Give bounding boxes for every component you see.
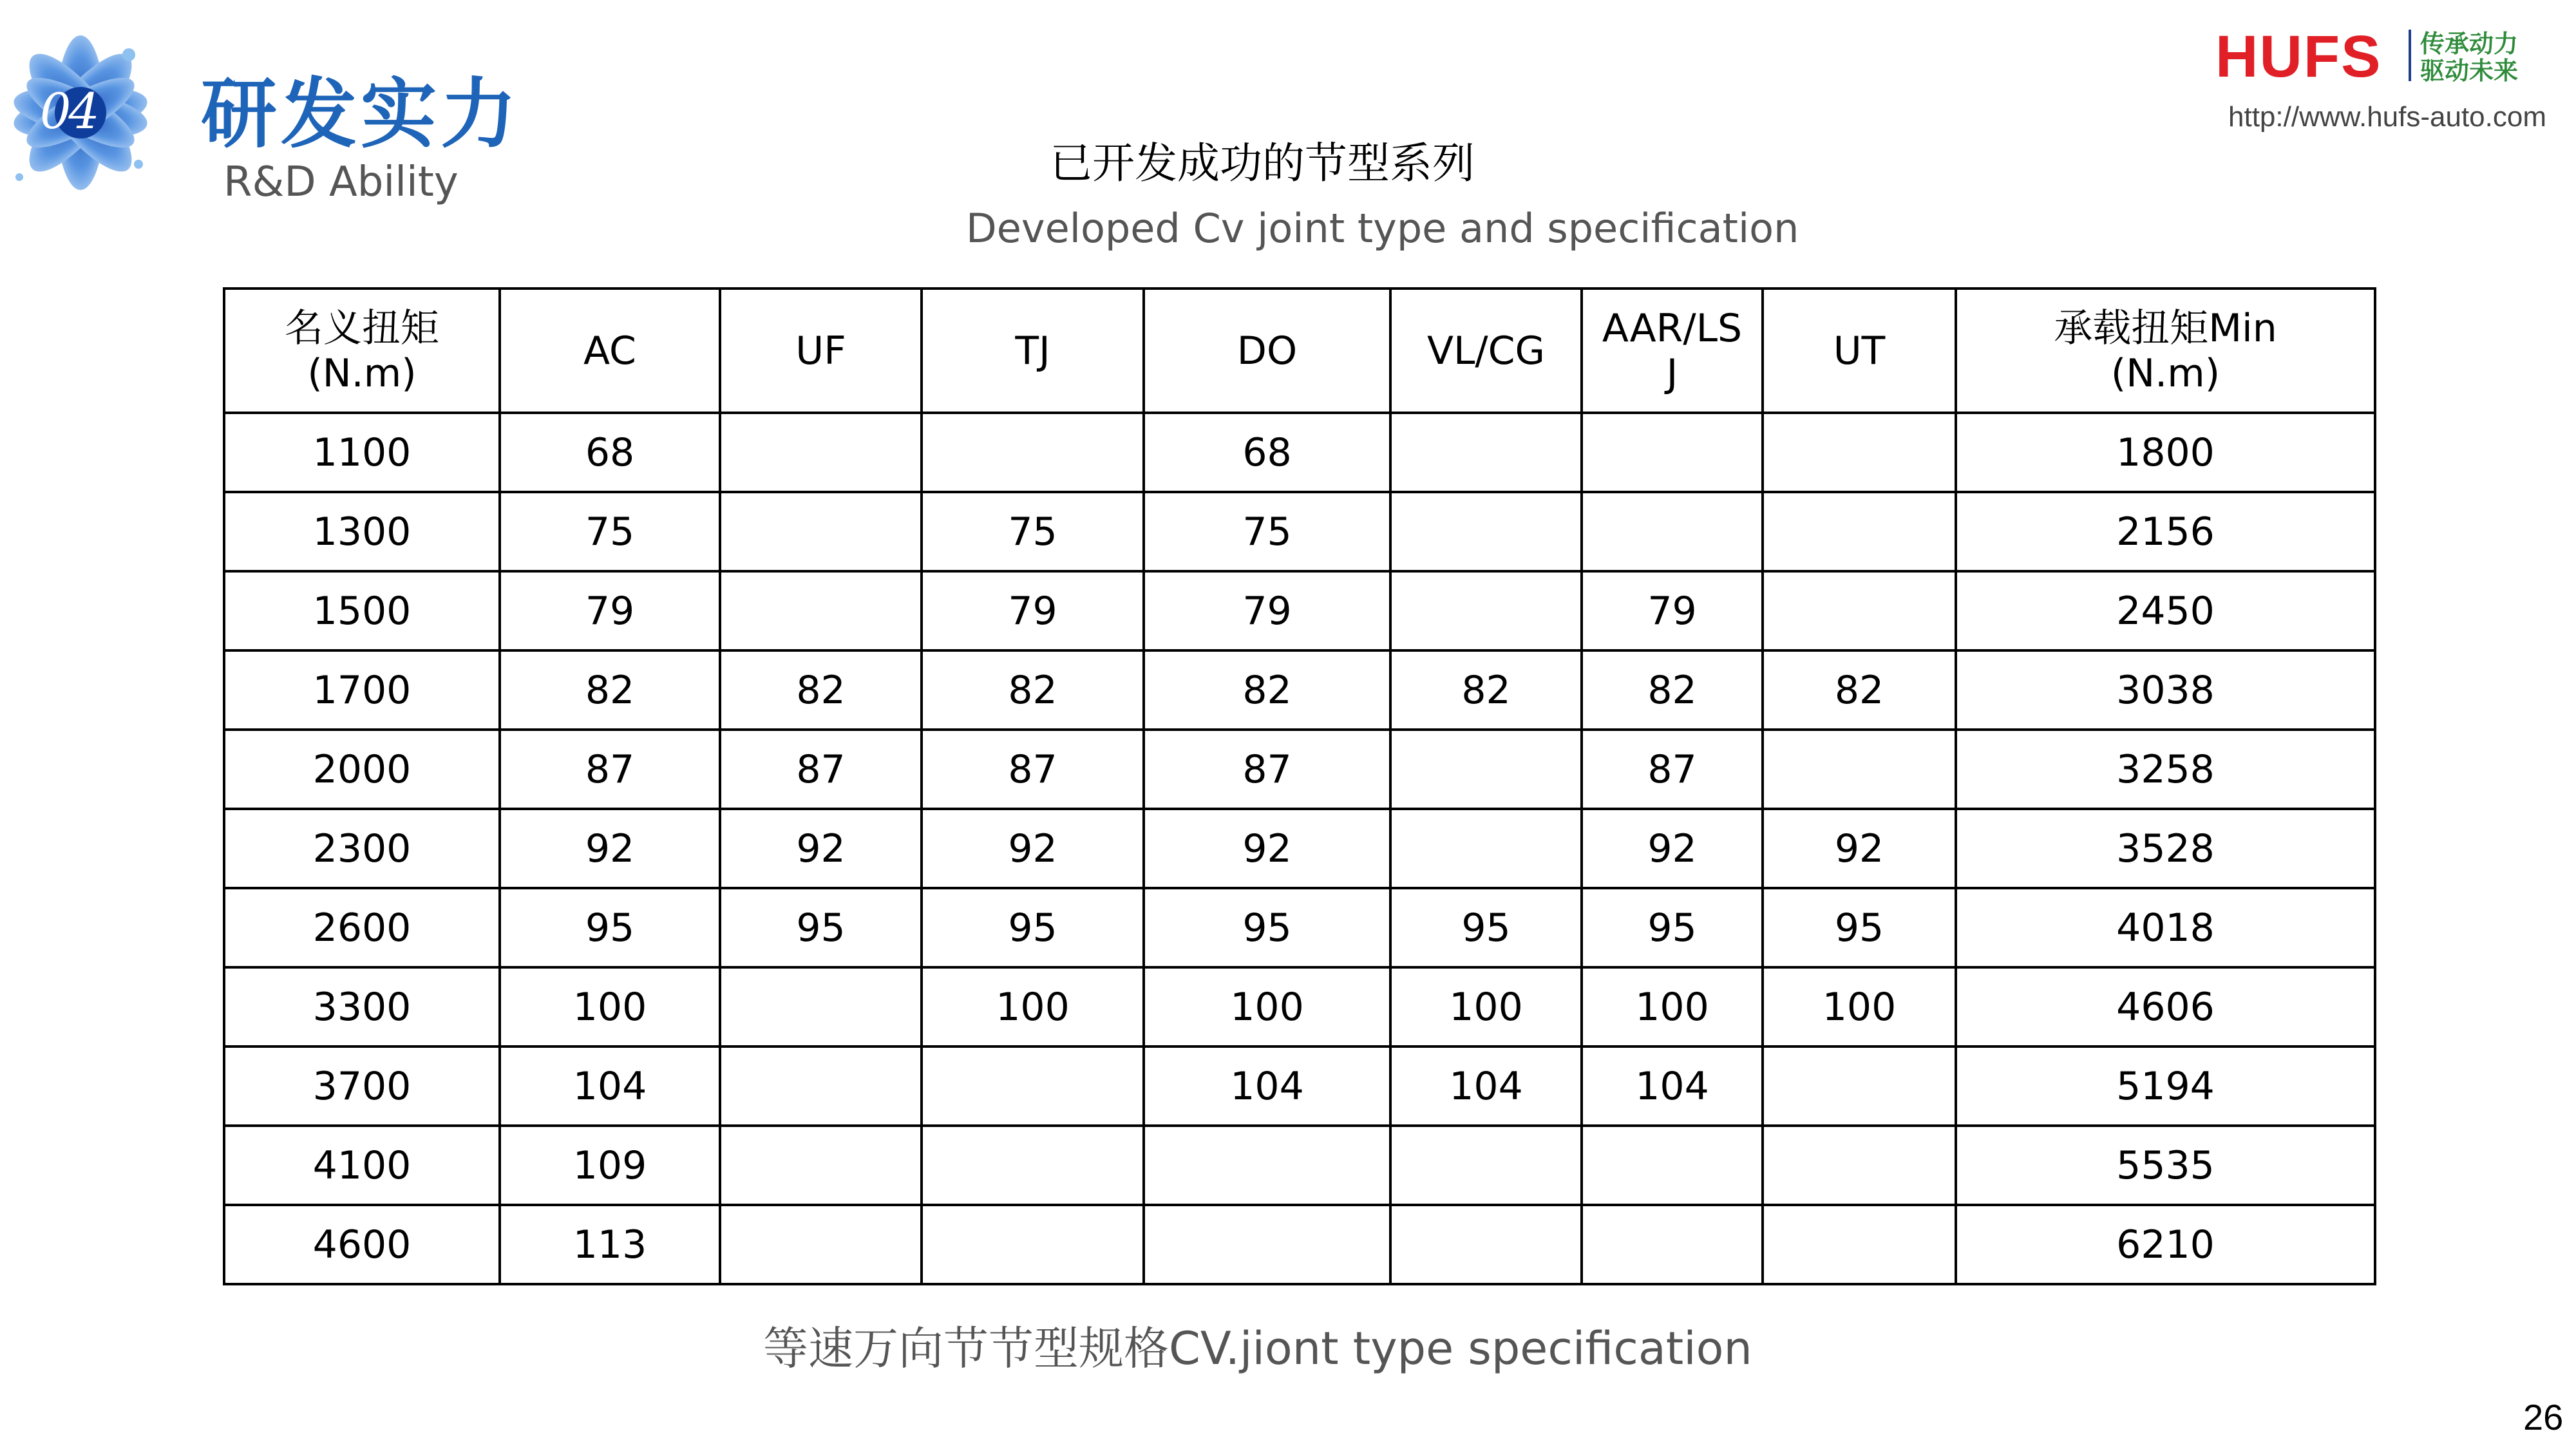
table-caption: 等速万向节节型规格CV.jiont type specification: [763, 1322, 1752, 1375]
table-row: [224, 888, 2375, 967]
table-row: [224, 650, 2375, 730]
table-cell: 92: [1582, 809, 1763, 888]
table-cell: [922, 413, 1144, 492]
table-cell: [1763, 1046, 1956, 1126]
table-row: [224, 967, 2375, 1046]
column-header-line1: 名义扭矩: [285, 305, 439, 351]
table-cell: 1300: [224, 492, 500, 571]
table-cell: 79: [922, 571, 1144, 650]
website-url: http://www.hufs-auto.com: [2228, 101, 2546, 133]
table-cell: 100: [1144, 967, 1390, 1046]
table-cell: 2600: [224, 888, 500, 967]
table-cell: [1582, 413, 1763, 492]
table-cell: 5194: [1956, 1046, 2375, 1126]
table-cell: 3258: [1956, 730, 2375, 809]
table-cell: 75: [922, 492, 1144, 571]
table-cell: [720, 1205, 922, 1284]
table-cell: 68: [500, 413, 720, 492]
column-header-line1: DO: [1236, 328, 1298, 374]
table-cell: 92: [500, 809, 720, 888]
table-cell: 92: [1144, 809, 1390, 888]
table-cell: [1144, 1205, 1390, 1284]
table-cell: 95: [500, 888, 720, 967]
table-cell: 113: [500, 1205, 720, 1284]
table-cell: [1763, 1205, 1956, 1284]
table-cell: 79: [1144, 571, 1390, 650]
section-number: 04: [40, 82, 97, 140]
table-cell: [1390, 492, 1582, 571]
table-cell: 104: [1390, 1046, 1582, 1126]
column-header-line2: J: [1666, 350, 1678, 396]
table-cell: 82: [720, 650, 922, 730]
page-title-english: R&D Ability: [223, 158, 459, 206]
table-cell: 82: [500, 650, 720, 730]
table-cell: [1582, 1205, 1763, 1284]
table-cell: [1390, 413, 1582, 492]
table-row: [224, 492, 2375, 571]
table-cell: 1100: [224, 413, 500, 492]
table-cell: 75: [1144, 492, 1390, 571]
slogan-line-1: 传承动力: [2420, 30, 2519, 58]
table-cell: 68: [1144, 413, 1390, 492]
table-row: [224, 1046, 2375, 1126]
table-cell: 4100: [224, 1126, 500, 1205]
table-cell: 6210: [1956, 1205, 2375, 1284]
table-cell: 87: [1144, 730, 1390, 809]
table-row: [224, 1126, 2375, 1205]
table-cell: 95: [1763, 888, 1956, 967]
column-header-line1: VL/CG: [1426, 328, 1546, 374]
table-cell: 2300: [224, 809, 500, 888]
company-logo: [2215, 24, 2576, 89]
column-header: [922, 289, 1144, 413]
table-cell: 4018: [1956, 888, 2375, 967]
table-cell: [1390, 1205, 1582, 1284]
column-header-line1: 承载扭矩Min: [2054, 305, 2277, 351]
table-cell: 87: [720, 730, 922, 809]
table-cell: 92: [922, 809, 1144, 888]
table-row: [224, 1205, 2375, 1284]
table-cell: 104: [1144, 1046, 1390, 1126]
table-cell: [720, 571, 922, 650]
table-row: [224, 809, 2375, 888]
table-cell: 5535: [1956, 1126, 2375, 1205]
table-cell: 87: [500, 730, 720, 809]
table-cell: [1144, 1126, 1390, 1205]
table-cell: 95: [1582, 888, 1763, 967]
table-cell: [1390, 730, 1582, 809]
table-cell: [1763, 492, 1956, 571]
column-header: [500, 289, 720, 413]
table-cell: 79: [1582, 571, 1763, 650]
table-cell: 2000: [224, 730, 500, 809]
table-cell: 100: [1390, 967, 1582, 1046]
table-cell: 75: [500, 492, 720, 571]
table-cell: 87: [1582, 730, 1763, 809]
table-title-en: Developed Cv joint type and specification: [966, 205, 1799, 252]
table-cell: 3038: [1956, 650, 2375, 730]
table-cell: 4606: [1956, 967, 2375, 1046]
table-cell: 100: [500, 967, 720, 1046]
table-cell: 109: [500, 1126, 720, 1205]
column-header-line2: (N.m): [307, 350, 417, 396]
page-title: 研发实力: [201, 70, 521, 158]
table-cell: 104: [1582, 1046, 1763, 1126]
table-cell: 1700: [224, 650, 500, 730]
table-cell: 3700: [224, 1046, 500, 1126]
table-row: [224, 413, 2375, 492]
table-cell: 2156: [1956, 492, 2375, 571]
table-cell: 100: [1763, 967, 1956, 1046]
table-cell: 82: [1582, 650, 1763, 730]
table-cell: [1390, 1126, 1582, 1205]
table-cell: 92: [1763, 809, 1956, 888]
column-header-line1: UF: [795, 328, 846, 374]
table-cell: 100: [922, 967, 1144, 1046]
column-header-line1: AC: [583, 328, 636, 374]
table-cell: 3528: [1956, 809, 2375, 888]
table-cell: 95: [1390, 888, 1582, 967]
column-header: [1956, 289, 2375, 413]
table-cell: 95: [1144, 888, 1390, 967]
column-header: [224, 289, 500, 413]
column-header: [720, 289, 922, 413]
cv-joint-spec-table: [223, 287, 2376, 1285]
table-cell: 82: [1390, 650, 1582, 730]
table-cell: 95: [720, 888, 922, 967]
table-row: [224, 730, 2375, 809]
table-cell: [1582, 492, 1763, 571]
column-header: [1763, 289, 1956, 413]
table-cell: 3300: [224, 967, 500, 1046]
table-cell: 82: [1763, 650, 1956, 730]
table-header-row: [224, 289, 2375, 413]
table-cell: 82: [922, 650, 1144, 730]
slogan-line-2: 驱动未来: [2420, 57, 2519, 85]
table-cell: 2450: [1956, 571, 2375, 650]
table-title-cn: 已开发成功的节型系列: [1050, 138, 1475, 188]
table-cell: 95: [922, 888, 1144, 967]
column-header: [1390, 289, 1582, 413]
column-header-line1: TJ: [1015, 328, 1050, 374]
table-cell: [1390, 809, 1582, 888]
table-cell: 4600: [224, 1205, 500, 1284]
table-cell: [1390, 571, 1582, 650]
table-cell: [720, 413, 922, 492]
table-cell: [1582, 1126, 1763, 1205]
table-cell: 82: [1144, 650, 1390, 730]
column-header: [1582, 289, 1763, 413]
column-header-line1: AAR/LS: [1602, 305, 1743, 351]
table-cell: [720, 1126, 922, 1205]
table-cell: 92: [720, 809, 922, 888]
column-header-line1: UT: [1833, 328, 1886, 374]
table-cell: 1800: [1956, 413, 2375, 492]
logo-divider: [2409, 30, 2411, 81]
table-cell: [1763, 730, 1956, 809]
table-cell: 100: [1582, 967, 1763, 1046]
column-header-line2: (N.m): [2110, 350, 2221, 396]
table-cell: [1763, 413, 1956, 492]
table-cell: [922, 1205, 1144, 1284]
table-cell: [720, 492, 922, 571]
table-cell: 1500: [224, 571, 500, 650]
hufs-logo-text: HUFS: [2215, 24, 2382, 90]
table-cell: 79: [500, 571, 720, 650]
column-header: [1144, 289, 1390, 413]
table-cell: 104: [500, 1046, 720, 1126]
table-cell: 87: [922, 730, 1144, 809]
table-row: [224, 571, 2375, 650]
table-cell: [720, 1046, 922, 1126]
table-cell: [720, 967, 922, 1046]
table-cell: [1763, 571, 1956, 650]
table-cell: [922, 1126, 1144, 1205]
table-cell: [922, 1046, 1144, 1126]
page-number: 26: [2523, 1397, 2564, 1437]
table-cell: [1763, 1126, 1956, 1205]
